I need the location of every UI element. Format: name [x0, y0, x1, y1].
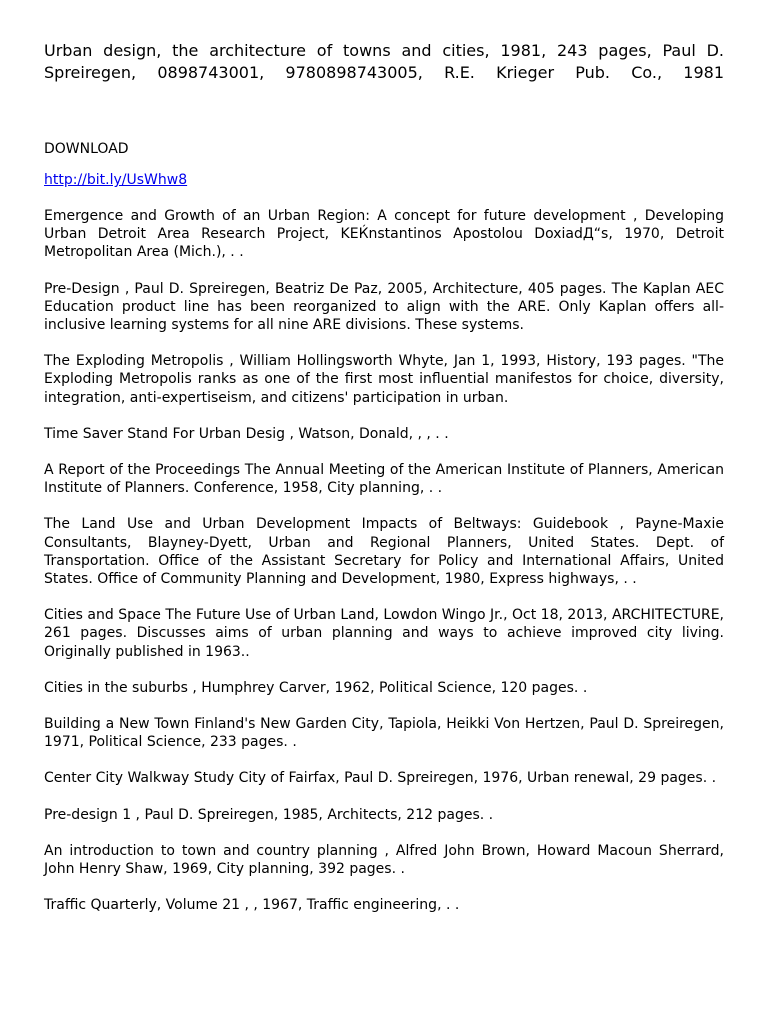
list-item: Emergence and Growth of an Urban Region: A concept for future development , Developing Urban Detroit Area Research Project, KEЌnstantinos Apostolou DoxiadД“s, 1970, Detroit Metropolitan Area (Mich.), . .: [44, 208, 724, 261]
document-title: [44, 40, 724, 84]
title-line-1: Urban design, the architecture of towns and cities, 1981, 243 pages, Paul D.: [44, 41, 724, 60]
list-item: Center City Walkway Study City of Fairfax, Paul D. Spreiregen, 1976, Urban renewal, 29 pages. .: [44, 770, 717, 787]
entry-list: [44, 207, 724, 932]
list-item: A Report of the Proceedings The Annual Meeting of the American Institute of Planners, American Institute of Planners. Conference, 1958, City planning, . .: [44, 462, 724, 497]
download-heading: DOWNLOAD: [44, 141, 129, 157]
list-item: Cities in the suburbs , Humphrey Carver, 1962, Political Science, 120 pages. .: [44, 679, 588, 696]
list-item: Pre-Design , Paul D. Spreiregen, Beatriz De Paz, 2005, Architecture, 405 pages. The Kaplan AEC Education product line has been reorganized to align with the ARE. Only Kaplan offers all-inclusive learning systems for all nine ARE divisions. These systems.: [44, 280, 724, 334]
list-item: Building a New Town Finland's New Garden City, Tapiola, Heikki Von Hertzen, Paul D. Spreiregen, 1971, Political Science, 233 pages. .: [44, 716, 724, 751]
title-line-2: Spreiregen, 0898743001, 9780898743005, R.E. Krieger Pub. Co., 1981: [44, 63, 724, 82]
list-item: An introduction to town and country planning , Alfred John Brown, Howard Macoun Sherrard, John Henry Shaw, 1969, City planning, 392 pages. .: [44, 842, 724, 878]
list-item: Time Saver Stand For Urban Desig , Watson, Donald, , , . .: [44, 425, 449, 442]
list-item: Pre-design 1 , Paul D. Spreiregen, 1985, Architects, 212 pages. .: [44, 806, 494, 823]
download-link[interactable]: http://bit.ly/UsWhw8: [44, 172, 188, 188]
list-item: The Land Use and Urban Development Impacts of Beltways: Guidebook , Payne-Maxie Consultants, Blayney-Dyett, Urban and Regional Planners, United States. Dept. of Transportation. Office of the Assistant Secretary for Policy and International Affairs, United States. Office of Community Planning and Development, 1980, Express highways, . .: [44, 516, 724, 588]
list-item: Traffic Quarterly, Volume 21 , , 1967, Traffic engineering, . .: [44, 897, 460, 914]
list-item: Cities and Space The Future Use of Urban Land, Lowdon Wingo Jr., Oct 18, 2013, ARCHITECTURE, 261 pages. Discusses aims of urban planning and ways to achieve improved city living. Originally published in 1963..: [44, 607, 724, 660]
list-item: The Exploding Metropolis , William Hollingsworth Whyte, Jan 1, 1993, History, 193 pages. "The Exploding Metropolis ranks as one of the first most influential manifestos for choice, diversity, integration, anti-expertiseism, and citizens' participation in urban.: [44, 353, 724, 406]
